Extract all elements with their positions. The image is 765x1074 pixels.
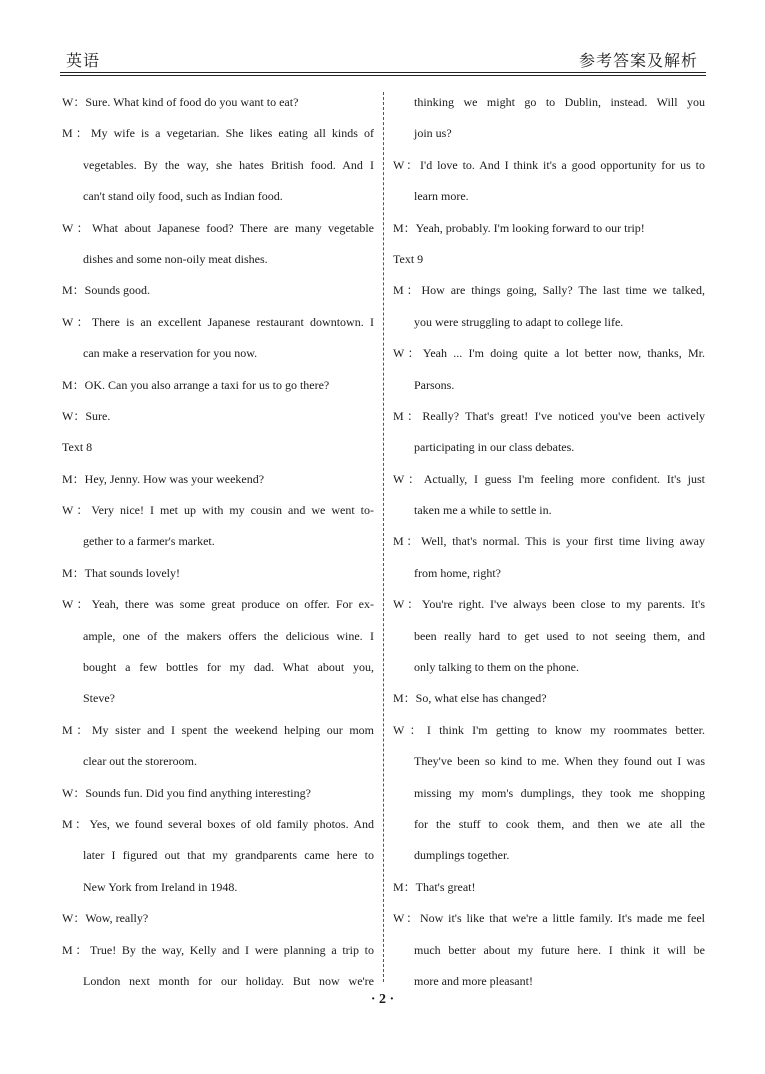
header-rule-thin <box>60 75 706 76</box>
section-heading: Text 9 <box>393 251 424 266</box>
dialogue-line: M：Well, that's normal. This is your first time living away <box>393 534 705 549</box>
dialogue-line: London next month for our holiday. But now we're <box>83 973 374 988</box>
page-number: · 2 · <box>370 992 395 1007</box>
dialogue-line: M：My sister and I spent the weekend helping our mom <box>62 722 374 737</box>
dialogue-line: W：What about Japanese food? There are many vegetable <box>62 220 374 235</box>
header-rule-thick <box>60 72 706 73</box>
dialogue-line: ample, one of the makers offers the delicious wine. I <box>83 628 374 643</box>
dialogue-line: Steve? <box>83 691 115 706</box>
dialogue-line: missing my mom's dumplings, they took me shopping <box>414 785 705 800</box>
left-column <box>62 87 374 997</box>
dialogue-line: vegetables. By the way, she hates British food. And I <box>83 157 374 172</box>
dialogue-line: W：Yeah, there was some great produce on offer. For ex- <box>62 597 374 612</box>
dialogue-line: W：Now it's like that we're a little family. It's made me feel <box>393 911 705 926</box>
dialogue-line: M：OK. Can you also arrange a taxi for us to go there? <box>62 377 330 392</box>
dialogue-line: bought a few bottles for my dad. What about you, <box>83 660 374 675</box>
dialogue-line: can make a reservation for you now. <box>83 346 258 361</box>
dialogue-line: for the stuff to cook them, and then we ate all the <box>414 816 705 831</box>
dialogue-line: clear out the storeroom. <box>83 754 197 769</box>
dialogue-line: later I figured out that my grandparents came here to <box>83 848 374 863</box>
page-header <box>62 48 702 72</box>
dialogue-line: can't stand oily food, such as Indian food. <box>83 189 283 204</box>
dialogue-line: M：Hey, Jenny. How was your weekend? <box>62 471 265 486</box>
dialogue-line: M：Yeah, probably. I'm looking forward to our trip! <box>393 220 645 235</box>
dialogue-line: you were struggling to adapt to college life. <box>414 314 624 329</box>
dialogue-line: been really hard to get used to not seeing them, and <box>414 628 705 643</box>
dialogue-line: M：That sounds lovely! <box>62 565 180 580</box>
right-column <box>393 87 705 997</box>
dialogue-line: M：My wife is a vegetarian. She likes eating all kinds of <box>62 126 374 141</box>
dialogue-line: M：Yes, we found several boxes of old family photos. And <box>62 816 374 831</box>
section-title: 参考答案及解析 <box>578 53 698 70</box>
dialogue-line: Parsons. <box>414 377 455 392</box>
dialogue-line: from home, right? <box>414 565 501 580</box>
dialogue-line: gether to a farmer's market. <box>83 534 215 549</box>
dialogue-line: M：How are things going, Sally? The last time we talked, <box>393 283 705 298</box>
dialogue-line: W：Wow, really? <box>62 911 149 926</box>
dialogue-line: W：Actually, I guess I'm feeling more confident. It's just <box>393 471 705 486</box>
dialogue-line: learn more. <box>414 189 469 204</box>
dialogue-line: thinking we might go to Dublin, instead. Will you <box>414 95 705 109</box>
dialogue-line: dishes and some non-oily meat dishes. <box>83 251 268 266</box>
dialogue-line: more and more pleasant! <box>414 973 533 988</box>
dialogue-line: taken me a while to settle in. <box>414 503 552 518</box>
dialogue-line: only talking to them on the phone. <box>414 660 579 675</box>
dialogue-line: M：That's great! <box>393 879 476 894</box>
dialogue-line: W：There is an excellent Japanese restaurant downtown. I <box>62 314 374 329</box>
dialogue-line: join us? <box>414 126 452 141</box>
dialogue-line: W：Yeah ... I'm doing quite a lot better now, thanks, Mr. <box>393 346 705 361</box>
dialogue-line: much better about my future here. I think it will be <box>414 942 705 957</box>
dialogue-line: W：Sure. What kind of food do you want to eat? <box>62 95 299 109</box>
dialogue-line: M：True! By the way, Kelly and I were planning a trip to <box>62 942 374 957</box>
dialogue-line: M：So, what else has changed? <box>393 691 547 706</box>
dialogue-line: dumplings together. <box>414 848 510 863</box>
subject-title: 英语 <box>66 53 101 70</box>
dialogue-line: W：I think I'm getting to know my roommates better. <box>393 722 705 737</box>
dialogue-line: W：Sure. <box>62 408 111 423</box>
dialogue-line: W：Very nice! I met up with my cousin and we went to- <box>62 503 374 518</box>
section-heading: Text 8 <box>62 440 93 455</box>
dialogue-line: They've been so kind to me. When they found out I was <box>414 754 705 769</box>
dialogue-line: W：I'd love to. And I think it's a good opportunity for us to <box>393 157 705 172</box>
column-divider <box>383 92 384 982</box>
dialogue-line: participating in our class debates. <box>414 440 575 455</box>
dialogue-line: W：You're right. I've always been close to my parents. It's <box>393 597 705 612</box>
dialogue-line: W：Sounds fun. Did you find anything interesting? <box>62 785 311 800</box>
dialogue-line: M：Sounds good. <box>62 283 151 298</box>
dialogue-line: M：Really? That's great! I've noticed you've been actively <box>393 408 705 423</box>
dialogue-line: New York from Ireland in 1948. <box>83 879 238 894</box>
